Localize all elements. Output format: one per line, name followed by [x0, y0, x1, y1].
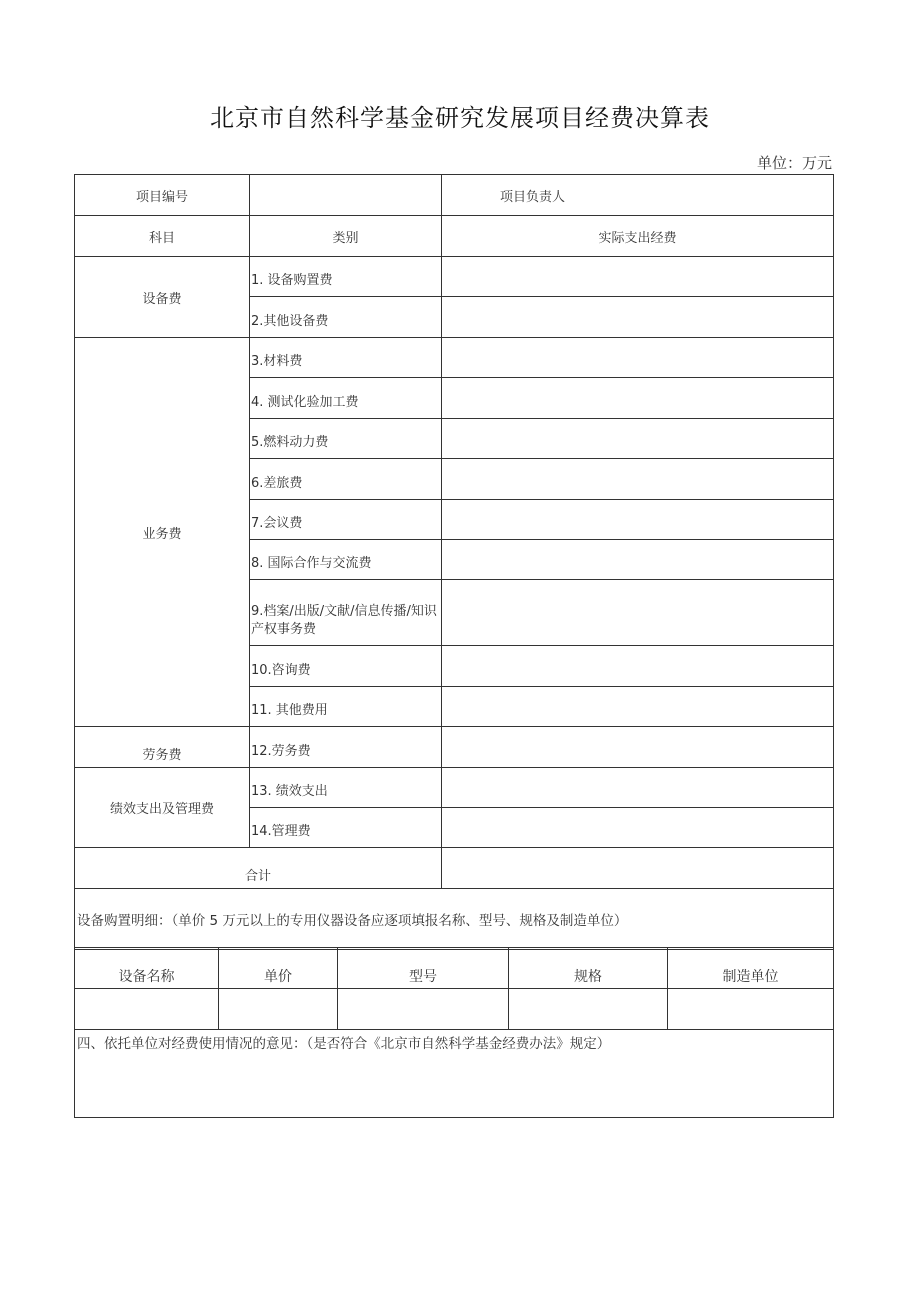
group-business: 业务费 — [75, 338, 250, 727]
col-model: 型号 — [338, 948, 509, 989]
equipment-detail-note: 设备购置明细：（单价 5 万元以上的专用仪器设备应逐项填报名称、型号、规格及制造单位） — [75, 889, 834, 950]
equipment-cell[interactable] — [509, 989, 668, 1030]
amount-cell[interactable] — [442, 580, 834, 646]
amount-cell[interactable] — [442, 459, 834, 500]
budget-table — [74, 174, 834, 950]
project-no-input[interactable] — [250, 175, 442, 216]
amount-cell[interactable] — [442, 540, 834, 580]
page-title: 北京市自然科学基金研究发展项目经费决算表 — [210, 104, 710, 132]
amount-cell[interactable] — [442, 338, 834, 378]
col-spec: 规格 — [509, 948, 668, 989]
item-label: 10.咨询费 — [250, 646, 442, 687]
equipment-cell[interactable] — [338, 989, 509, 1030]
item-label: 4. 测试化验加工费 — [250, 378, 442, 419]
col-equipment-name: 设备名称 — [75, 948, 219, 989]
subject-header: 科目 — [75, 216, 250, 257]
item-label: 9.档案/出版/文献/信息传播/知识产权事务费 — [250, 580, 442, 646]
item-label: 8. 国际合作与交流费 — [250, 540, 442, 580]
group-performance: 绩效支出及管理费 — [75, 768, 250, 848]
col-unit-price: 单价 — [219, 948, 338, 989]
col-manufacturer: 制造单位 — [668, 948, 834, 989]
institution-opinion[interactable]: 四、依托单位对经费使用情况的意见：（是否符合《北京市自然科学基金经费办法》规定） — [75, 1030, 834, 1118]
unit-label: 单位：万元 — [756, 154, 832, 172]
amount-cell[interactable] — [442, 768, 834, 808]
item-label: 7.会议费 — [250, 500, 442, 540]
equipment-cell[interactable] — [75, 989, 219, 1030]
equipment-detail-table — [74, 947, 834, 1118]
project-leader-label: 项目负责人 — [442, 175, 834, 216]
category-header: 类别 — [250, 216, 442, 257]
equipment-cell[interactable] — [668, 989, 834, 1030]
item-label: 12.劳务费 — [250, 727, 442, 768]
actual-expense-header: 实际支出经费 — [442, 216, 834, 257]
total-label: 合计 — [75, 848, 442, 889]
group-equipment: 设备费 — [75, 257, 250, 338]
amount-cell[interactable] — [442, 687, 834, 727]
item-label: 5.燃料动力费 — [250, 419, 442, 459]
amount-cell[interactable] — [442, 297, 834, 338]
amount-cell[interactable] — [442, 727, 834, 768]
amount-cell[interactable] — [442, 808, 834, 848]
item-label: 1. 设备购置费 — [250, 257, 442, 297]
equipment-cell[interactable] — [219, 989, 338, 1030]
group-labor: 劳务费 — [75, 727, 250, 768]
item-label: 11. 其他费用 — [250, 687, 442, 727]
item-label: 2.其他设备费 — [250, 297, 442, 338]
item-label: 14.管理费 — [250, 808, 442, 848]
amount-cell[interactable] — [442, 378, 834, 419]
item-label: 3.材料费 — [250, 338, 442, 378]
project-no-label: 项目编号 — [75, 175, 250, 216]
item-label: 13. 绩效支出 — [250, 768, 442, 808]
amount-cell[interactable] — [442, 646, 834, 687]
total-amount-cell[interactable] — [442, 848, 834, 889]
amount-cell[interactable] — [442, 419, 834, 459]
item-label: 6.差旅费 — [250, 459, 442, 500]
amount-cell[interactable] — [442, 257, 834, 297]
amount-cell[interactable] — [442, 500, 834, 540]
